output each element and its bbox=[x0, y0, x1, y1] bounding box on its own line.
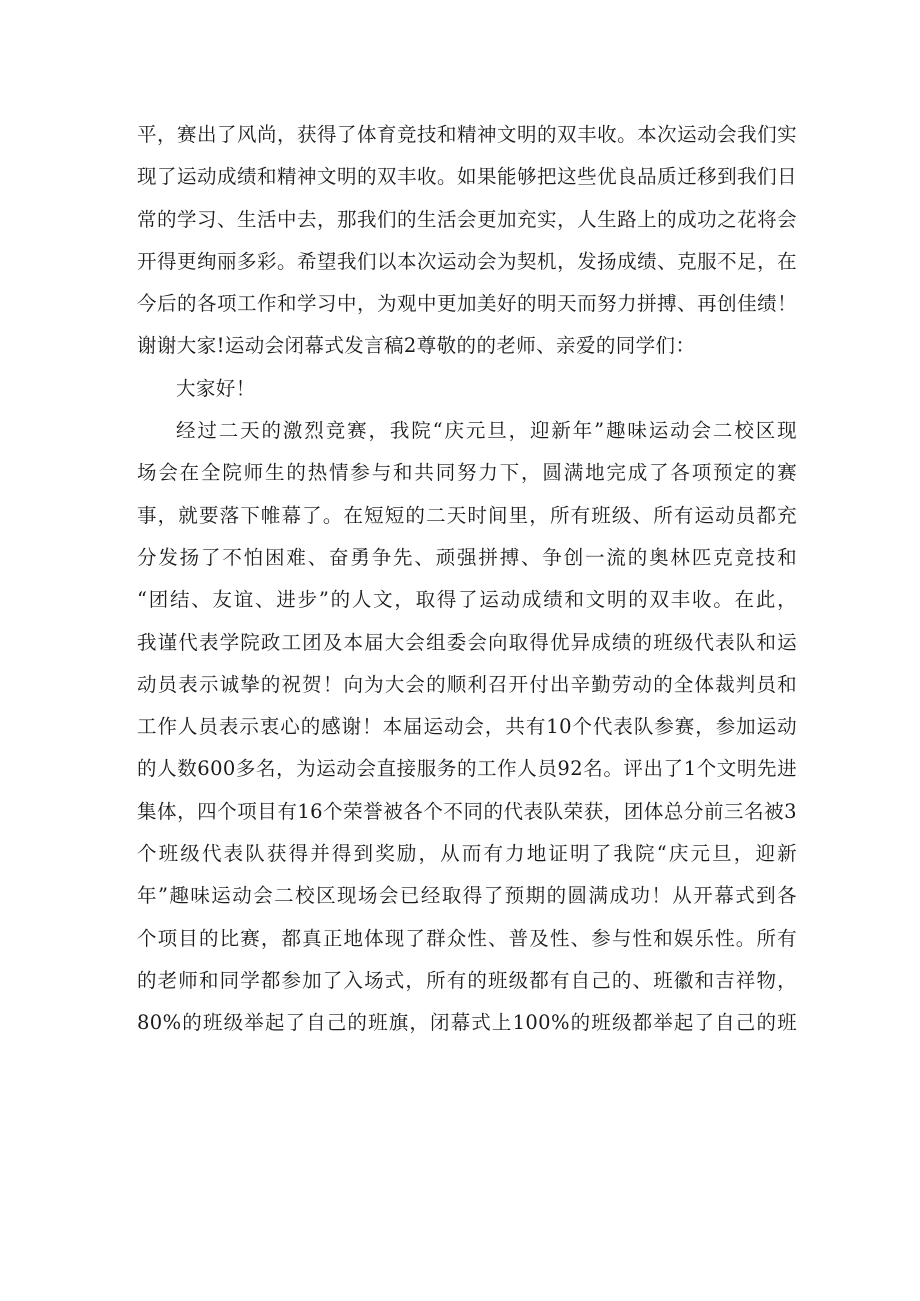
text-line: 平，赛出了风尚，获得了体育竞技和精神文明的双丰收。本次运动会我们实 bbox=[137, 123, 797, 146]
text-line: 年”趣味运动会二校区现场会已经取得了预期的圆满成功！从开幕式到各 bbox=[137, 884, 797, 908]
body-text bbox=[137, 114, 797, 1045]
text-line: “团结、友谊、进步”的人文，取得了运动成绩和文明的双丰收。在此， bbox=[137, 588, 797, 612]
text-line: 场会在全院师生的热情参与和共同努力下，圆满地完成了各项预定的赛 bbox=[137, 461, 797, 485]
text-line: 我谨代表学院政工团及本届大会组委会向取得优异成绩的班级代表队和运 bbox=[137, 630, 797, 654]
text-line: 事，就要落下帷幕了。在短短的二天时间里，所有班级、所有运动员都充 bbox=[137, 503, 797, 527]
greeting-line: 大家好！ bbox=[176, 376, 256, 400]
text-line: 的老师和同学都参加了入场式，所有的班级都有自己的、班徽和吉祥物， bbox=[137, 968, 797, 992]
paragraph-first-line: 经过二天的激烈竞赛，我院“庆元旦，迎新年”趣味运动会二校区现 bbox=[176, 419, 797, 443]
text-line: 80%的班级举起了自己的班旗，闭幕式上100%的班级都举起了自己的班 bbox=[137, 1011, 797, 1035]
text-line: 个班级代表队获得并得到奖励，从而有力地证明了我院“庆元旦，迎新 bbox=[137, 842, 797, 866]
text-line: 的人数600多名，为运动会直接服务的工作人员92名。评出了1个文明先进 bbox=[137, 757, 797, 781]
text-line: 工作人员表示衷心的感谢！本届运动会，共有10个代表队参赛，参加运动 bbox=[137, 715, 797, 739]
text-line: 谢谢大家!运动会闭幕式发言稿2尊敬的的老师、亲爱的同学们： bbox=[137, 334, 696, 358]
text-line: 动员表示诚挚的祝贺！向为大会的顺利召开付出辛勤劳动的全体裁判员和 bbox=[137, 672, 797, 696]
text-line: 个项目的比赛，都真正地体现了群众性、普及性、参与性和娱乐性。所有 bbox=[137, 926, 797, 950]
text-line: 今后的各项工作和学习中，为观中更加美好的明天而努力拼搏、再创佳绩！ bbox=[137, 292, 797, 316]
text-line: 集体，四个项目有16个荣誉被各个不同的代表队荣获，团体总分前三名被3 bbox=[137, 799, 797, 823]
text-line: 分发扬了不怕困难、奋勇争先、顽强拼搏、争创一流的奥林匹克竞技和 bbox=[137, 545, 797, 569]
text-line: 常的学习、生活中去，那我们的生活会更加充实，人生路上的成功之花将会 bbox=[137, 207, 797, 231]
text-line: 现了运动成绩和精神文明的双丰收。如果能够把这些优良品质迁移到我们日 bbox=[137, 165, 797, 189]
text-line: 开得更绚丽多彩。希望我们以本次运动会为契机，发扬成绩、克服不足，在 bbox=[137, 249, 797, 273]
